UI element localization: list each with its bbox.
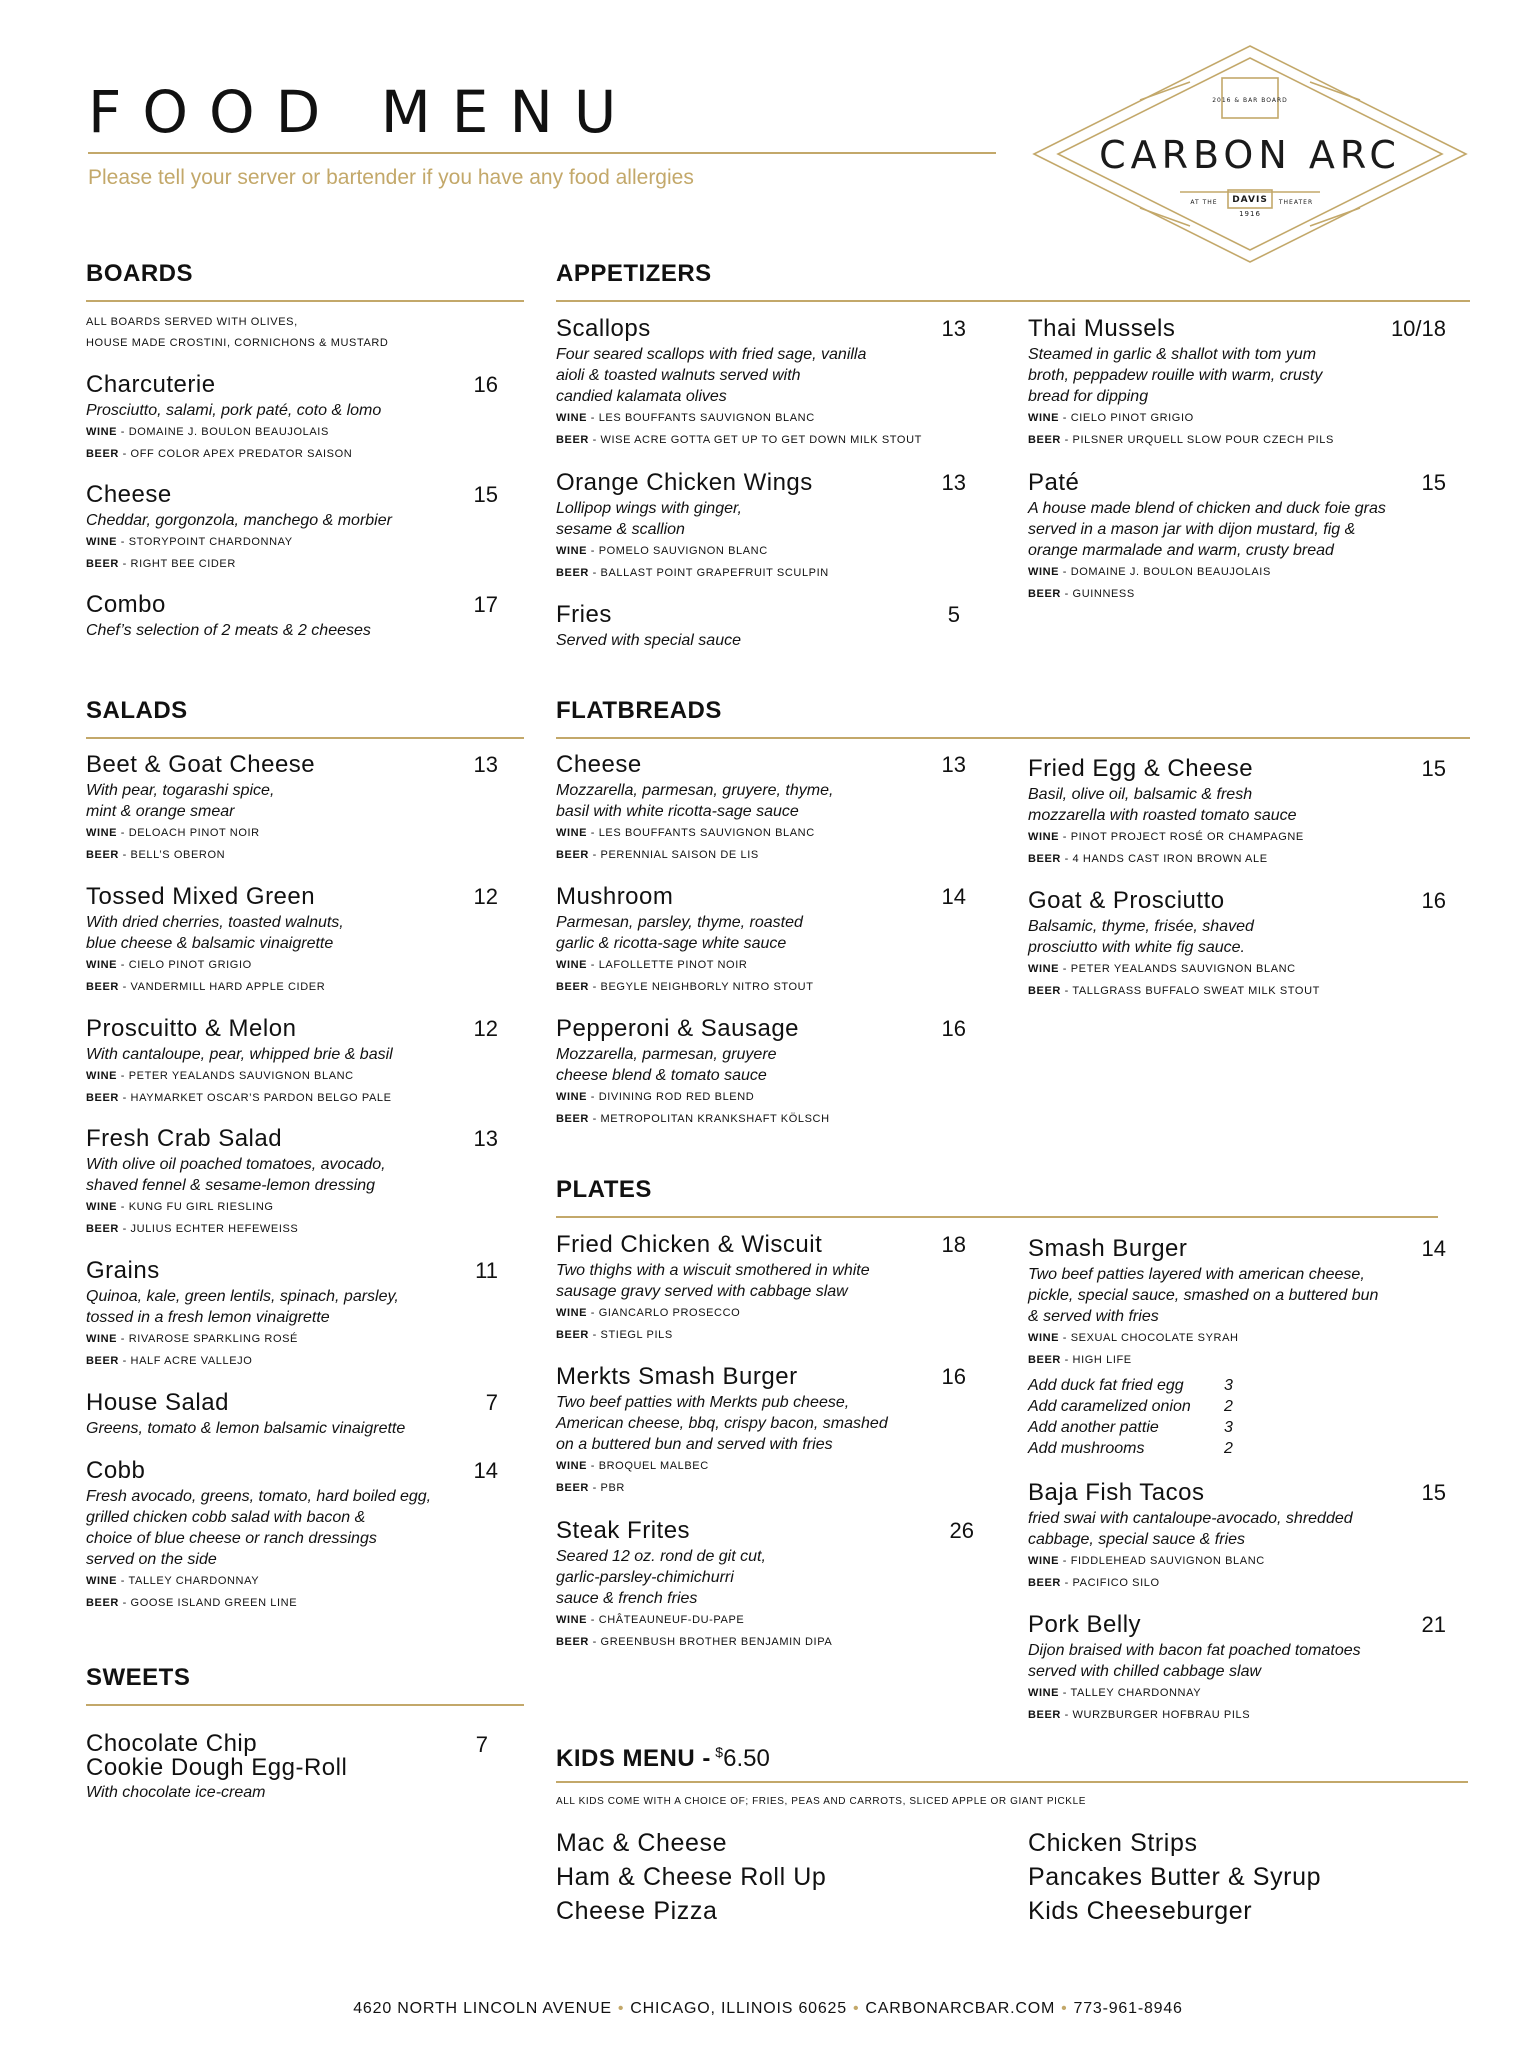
flatbreads-section: [556, 697, 1470, 739]
wine-pairing: WINE - CHÂTEAUNEUF-DU-PAPE: [556, 1614, 745, 1626]
item-price: 14: [941, 884, 966, 909]
item-price: 15: [1421, 470, 1446, 495]
wine-pairing: WINE - GIANCARLO PROSECCO: [556, 1307, 741, 1319]
wine-pairing: WINE - TALLEY CHARDONNAY: [86, 1575, 260, 1587]
section-divider: [556, 1216, 1438, 1218]
item-price: 13: [473, 752, 498, 777]
kids-item: Kids Cheeseburger: [1028, 1897, 1253, 1925]
wine-pairing: WINE - KUNG FU GIRL RIESLING: [86, 1201, 274, 1213]
flatbreads-heading: FLATBREADS: [556, 697, 722, 724]
item-desc: Basil, olive oil, balsamic & fresh mozzarella with roasted tomato sauce: [1028, 786, 1297, 824]
item-name: Steak Frites: [556, 1517, 691, 1544]
sweets-heading: SWEETS: [86, 1664, 191, 1691]
kids-item: Ham & Cheese Roll Up: [556, 1863, 827, 1891]
beer-pairing: BEER - PACIFICO SILO: [1028, 1577, 1160, 1589]
item-name: Pepperoni & Sausage: [556, 1015, 800, 1042]
item-name: Combo: [86, 591, 166, 618]
item-name: Tossed Mixed Green: [86, 883, 316, 910]
item-name: Smash Burger: [1028, 1235, 1188, 1262]
kids-items: [556, 1826, 1468, 1928]
section-divider: [86, 737, 524, 739]
menu-item: [1028, 888, 1446, 1002]
beer-pairing: BEER - GUINNESS: [1028, 588, 1135, 600]
item-price: 15: [1421, 756, 1446, 781]
footer-city: CHICAGO, ILLINOIS 60625: [630, 2000, 847, 2017]
beer-pairing: BEER - OFF COLOR APEX PREDATOR SAISON: [86, 448, 353, 460]
menu-item: [556, 1364, 966, 1499]
menu-item: [86, 1458, 498, 1614]
kids-heading: KIDS MENU - $6.50: [556, 1744, 770, 1772]
title-divider: [88, 152, 996, 154]
beer-pairing: BEER - BALLAST POINT GRAPEFRUIT SCULPIN: [556, 567, 829, 579]
wine-pairing: WINE - LES BOUFFANTS SAUVIGNON BLANC: [556, 827, 815, 839]
wine-pairing: WINE - POMELO SAUVIGNON BLANC: [556, 545, 768, 557]
item-desc: Parmesan, parsley, thyme, roasted garlic & ricotta-sage white sauce: [556, 914, 803, 952]
item-desc: With dried cherries, toasted walnuts, blue cheese & balsamic vinaigrette: [86, 914, 344, 952]
wine-pairing: WINE - DOMAINE J. BOULON BEAUJOLAIS: [1028, 566, 1271, 578]
menu-item: [86, 372, 498, 465]
item-price: 12: [473, 884, 498, 909]
beer-pairing: BEER - BEGYLE NEIGHBORLY NITRO STOUT: [556, 981, 814, 993]
menu-item: [86, 752, 498, 866]
item-name: Fresh Crab Salad: [86, 1125, 283, 1152]
item-price: 13: [941, 470, 966, 495]
item-name: Chocolate Chip Cookie Dough Egg-Roll: [86, 1730, 348, 1781]
item-name: Goat & Prosciutto: [1028, 887, 1225, 914]
item-name: Proscuitto & Melon: [86, 1015, 297, 1042]
kids-item: Mac & Cheese: [556, 1829, 728, 1857]
wine-pairing: WINE - STORYPOINT CHARDONNAY: [86, 536, 293, 548]
item-name: Fried Egg & Cheese: [1028, 755, 1254, 782]
item-price: 14: [1421, 1236, 1446, 1261]
logo-at-the: AT THE: [1190, 199, 1218, 206]
item-desc: With pear, togarashi spice, mint & orange smear: [86, 782, 275, 820]
logo-davis: DAVIS: [1232, 195, 1268, 205]
item-desc: A house made blend of chicken and duck foie gras served in a mason jar with dijon mustard, fig & orange marmalade and warm, crusty bread: [1028, 500, 1386, 559]
menu-item: [556, 884, 966, 998]
beer-pairing: BEER - 4 HANDS CAST IRON BROWN ALE: [1028, 853, 1268, 865]
beer-pairing: BEER - METROPOLITAN KRANKSHAFT KÖLSCH: [556, 1113, 830, 1125]
item-price: 13: [941, 752, 966, 777]
beer-pairing: BEER - WISE ACRE GOTTA GET UP TO GET DOWN MILK STOUT: [556, 434, 922, 446]
item-price: 16: [941, 1016, 966, 1041]
page-title: FOOD MENU: [88, 78, 638, 146]
wine-pairing: WINE - DOMAINE J. BOULON BEAUJOLAIS: [86, 426, 329, 438]
beer-pairing: BEER - BELL’S OBERON: [86, 849, 226, 861]
menu-item: [1028, 1236, 1446, 1459]
item-name: Orange Chicken Wings: [556, 469, 813, 496]
plates-section: [556, 1176, 1438, 1218]
item-name: Cheese: [86, 481, 172, 508]
item-desc: Chef’s selection of 2 meats & 2 cheeses: [86, 622, 371, 639]
item-name: Charcuterie: [86, 371, 216, 398]
addon-row: Add duck fat fried egg 3: [1028, 1377, 1233, 1394]
item-name: Cobb: [86, 1457, 146, 1484]
beer-pairing: BEER - HALF ACRE VALLEJO: [86, 1355, 253, 1367]
footer: 4620 NORTH LINCOLN AVENUE • CHICAGO, ILLINOIS 60625 • CARBONARCBAR.COM • 773-961-8946: [353, 2000, 1183, 2017]
beer-pairing: BEER - PERENNIAL SAISON DE LIS: [556, 849, 759, 861]
wine-pairing: WINE - TALLEY CHARDONNAY: [1028, 1687, 1202, 1699]
beer-pairing: BEER - HAYMARKET OSCAR’S PARDON BELGO PALE: [86, 1092, 392, 1104]
item-desc: Two beef patties layered with american cheese, pickle, special sauce, smashed on a buttered bun & served with fries: [1028, 1266, 1379, 1325]
item-price: 11: [475, 1258, 498, 1283]
item-desc: Seared 12 oz. rond de git cut, garlic-parsley-chimichurri sauce & french fries: [556, 1548, 766, 1607]
wine-pairing: WINE - CIELO PINOT GRIGIO: [86, 959, 252, 971]
menu-item: [86, 1016, 498, 1109]
beer-pairing: BEER - TALLGRASS BUFFALO SWEAT MILK STOUT: [1028, 985, 1320, 997]
salads-section: [86, 697, 524, 739]
item-price: 15: [1421, 1480, 1446, 1505]
wine-pairing: WINE - LES BOUFFANTS SAUVIGNON BLANC: [556, 412, 815, 424]
item-desc: Lollipop wings with ginger, sesame & scallion: [556, 500, 742, 538]
menu-item: [556, 1518, 974, 1653]
item-desc: Fresh avocado, greens, tomato, hard boiled egg, grilled chicken cobb salad with bacon & choice of blue cheese or ranch dressings served on the side: [86, 1488, 432, 1568]
item-price: 13: [473, 1126, 498, 1151]
addon-row: Add mushrooms 2: [1028, 1440, 1233, 1457]
kids-item: Pancakes Butter & Syrup: [1028, 1863, 1322, 1891]
beer-pairing: BEER - VANDERMILL HARD APPLE CIDER: [86, 981, 326, 993]
item-name: Fried Chicken & Wiscuit: [556, 1231, 823, 1258]
wine-pairing: WINE - CIELO PINOT GRIGIO: [1028, 412, 1194, 424]
burger-addons: [1028, 1375, 1446, 1459]
addon-row: Add another pattie 3: [1028, 1419, 1233, 1436]
footer-phone: 773-961-8946: [1073, 2000, 1183, 2017]
section-divider: [556, 1781, 1468, 1783]
item-desc: Four seared scallops with fried sage, vanilla aioli & toasted walnuts served with candied kalamata olives: [556, 346, 867, 405]
item-desc: Served with special sauce: [556, 632, 741, 649]
item-price: 14: [473, 1458, 498, 1483]
item-price: 10/18: [1390, 316, 1446, 341]
salads-heading: SALADS: [86, 697, 188, 724]
menu-item: [1028, 1612, 1446, 1726]
kids-item: Cheese Pizza: [556, 1897, 718, 1925]
item-name: Grains: [86, 1257, 160, 1284]
item-desc: Two thighs with a wiscuit smothered in white sausage gravy served with cabbage slaw: [556, 1262, 870, 1300]
carbon-arc-logo: [1030, 42, 1470, 266]
appetizers-heading: APPETIZERS: [556, 260, 712, 287]
item-price: 16: [473, 372, 498, 397]
item-desc: Greens, tomato & lemon balsamic vinaigrette: [86, 1420, 406, 1437]
beer-pairing: BEER - GREENBUSH BROTHER BENJAMIN DIPA: [556, 1636, 833, 1648]
beer-pairing: BEER - HIGH LIFE: [1028, 1354, 1132, 1366]
menu-item: [86, 1126, 498, 1240]
kids-section: [556, 1744, 1468, 1928]
item-name: Merkts Smash Burger: [556, 1363, 798, 1390]
beer-pairing: BEER - PBR: [556, 1482, 625, 1494]
menu-item: [1028, 470, 1446, 605]
item-price: 5: [947, 602, 960, 627]
item-desc: Quinoa, kale, green lentils, spinach, parsley, tossed in a fresh lemon vinaigrette: [86, 1288, 399, 1326]
logo-theater: THEATER: [1278, 199, 1314, 206]
item-name: Scallops: [556, 315, 651, 342]
item-price: 17: [473, 592, 498, 617]
section-divider: [556, 300, 1470, 302]
plates-heading: PLATES: [556, 1176, 652, 1203]
logo-year: 1916: [1239, 210, 1261, 218]
menu-item: [556, 1232, 966, 1346]
item-name: Paté: [1028, 469, 1080, 496]
menu-item: [556, 316, 966, 451]
item-name: Pork Belly: [1028, 1611, 1142, 1638]
wine-pairing: WINE - RIVAROSE SPARKLING ROSÉ: [86, 1333, 298, 1345]
beer-pairing: BEER - JULIUS ECHTER HEFEWEISS: [86, 1223, 299, 1235]
beer-pairing: BEER - GOOSE ISLAND GREEN LINE: [86, 1597, 298, 1609]
wine-pairing: WINE - FIDDLEHEAD SAUVIGNON BLANC: [1028, 1555, 1265, 1567]
item-price: 7: [475, 1732, 488, 1757]
allergy-note: Please tell your server or bartender if you have any food allergies: [88, 166, 694, 189]
wine-pairing: WINE - PETER YEALANDS SAUVIGNON BLANC: [1028, 963, 1296, 975]
item-desc: Two beef patties with Merkts pub cheese, American cheese, bbq, crispy bacon, smashed on a buttered bun and served with fries: [556, 1394, 888, 1453]
wine-pairing: WINE - LAFOLLETTE PINOT NOIR: [556, 959, 748, 971]
footer-address: 4620 NORTH LINCOLN AVENUE: [353, 2000, 612, 2017]
item-price: 7: [485, 1390, 498, 1415]
footer-website: CARBONARCBAR.COM: [865, 2000, 1056, 2017]
wine-pairing: WINE - SEXUAL CHOCOLATE SYRAH: [1028, 1332, 1239, 1344]
item-name: Cheese: [556, 751, 642, 778]
item-desc: Balsamic, thyme, frisée, shaved prosciutto with white fig sauce.: [1028, 918, 1254, 956]
item-price: 12: [473, 1016, 498, 1041]
boards-section: [86, 260, 524, 354]
item-desc: Mozzarella, parmesan, gruyere cheese blend & tomato sauce: [556, 1046, 777, 1084]
logo-name: CARBON ARC: [1099, 133, 1401, 177]
menu-item: [556, 470, 966, 584]
menu-item: [86, 482, 498, 575]
menu-item: [1028, 1480, 1446, 1594]
sweets-section: [86, 1664, 524, 1706]
item-desc: Dijon braised with bacon fat poached tomatoes served with chilled cabbage slaw: [1028, 1642, 1361, 1680]
section-divider: [86, 300, 524, 302]
section-divider: [86, 1704, 524, 1706]
item-price: 21: [1421, 1612, 1446, 1637]
menu-item: [86, 884, 498, 998]
item-name: Baja Fish Tacos: [1028, 1479, 1205, 1506]
menu-item: [1028, 316, 1446, 451]
item-price: 13: [941, 316, 966, 341]
menu-item: [1028, 756, 1446, 870]
item-name: Beet & Goat Cheese: [86, 751, 316, 778]
boards-heading: BOARDS: [86, 260, 194, 287]
menu-item: [86, 1390, 498, 1439]
menu-item: [86, 1258, 498, 1372]
addon-row: Add caramelized onion 2: [1028, 1398, 1233, 1415]
menu-item: [556, 602, 966, 651]
item-name: Mushroom: [556, 883, 674, 910]
beer-pairing: BEER - RIGHT BEE CIDER: [86, 558, 236, 570]
section-divider: [556, 737, 1470, 739]
item-name: Thai Mussels: [1028, 315, 1176, 342]
item-price: 18: [941, 1232, 966, 1257]
kids-note: ALL KIDS COME WITH A CHOICE OF; FRIES, PEAS AND CARROTS, SLICED APPLE OR GIANT PICKLE: [556, 1796, 1087, 1807]
item-desc: Steamed in garlic & shallot with tom yum broth, peppadew rouille with warm, crusty bread for dipping: [1028, 346, 1323, 405]
wine-pairing: WINE - DIVINING ROD RED BLEND: [556, 1091, 755, 1103]
appetizers-section: [556, 260, 1470, 302]
item-price: 15: [473, 482, 498, 507]
boards-note: ALL BOARDS SERVED WITH OLIVES, HOUSE MADE CROSTINI, CORNICHONS & MUSTARD: [86, 316, 389, 349]
item-desc: With olive oil poached tomatoes, avocado, shaved fennel & sesame-lemon dressing: [86, 1156, 386, 1194]
item-desc: With cantaloupe, pear, whipped brie & basil: [86, 1046, 393, 1063]
kids-item: Chicken Strips: [1028, 1829, 1198, 1857]
menu-item: [86, 592, 498, 641]
logo-top-text: 2016 & BAR BOARD: [1212, 97, 1288, 104]
menu-item: [556, 752, 966, 866]
item-desc: Cheddar, gorgonzola, manchego & morbier: [86, 512, 392, 529]
wine-pairing: WINE - PINOT PROJECT ROSÉ OR CHAMPAGNE: [1028, 831, 1304, 843]
item-price: 16: [941, 1364, 966, 1389]
item-desc: With chocolate ice-cream: [86, 1784, 266, 1801]
item-desc: Mozzarella, parmesan, gruyere, thyme, basil with white ricotta-sage sauce: [556, 782, 834, 820]
beer-pairing: BEER - PILSNER URQUELL SLOW POUR CZECH PILS: [1028, 434, 1334, 446]
item-desc: fried swai with cantaloupe-avocado, shredded cabbage, special sauce & fries: [1028, 1510, 1353, 1548]
item-name: Fries: [556, 601, 612, 628]
item-price: 26: [949, 1518, 974, 1543]
item-price: 16: [1421, 888, 1446, 913]
wine-pairing: WINE - BROQUEL MALBEC: [556, 1460, 709, 1472]
beer-pairing: BEER - STIEGL PILS: [556, 1329, 673, 1341]
item-desc: Prosciutto, salami, pork paté, coto & lomo: [86, 402, 382, 419]
menu-item: [556, 1016, 966, 1130]
wine-pairing: WINE - PETER YEALANDS SAUVIGNON BLANC: [86, 1070, 354, 1082]
beer-pairing: BEER - WURZBURGER HOFBRAU PILS: [1028, 1709, 1251, 1721]
wine-pairing: WINE - DELOACH PINOT NOIR: [86, 827, 260, 839]
menu-item: [86, 1732, 498, 1803]
item-name: House Salad: [86, 1389, 229, 1416]
